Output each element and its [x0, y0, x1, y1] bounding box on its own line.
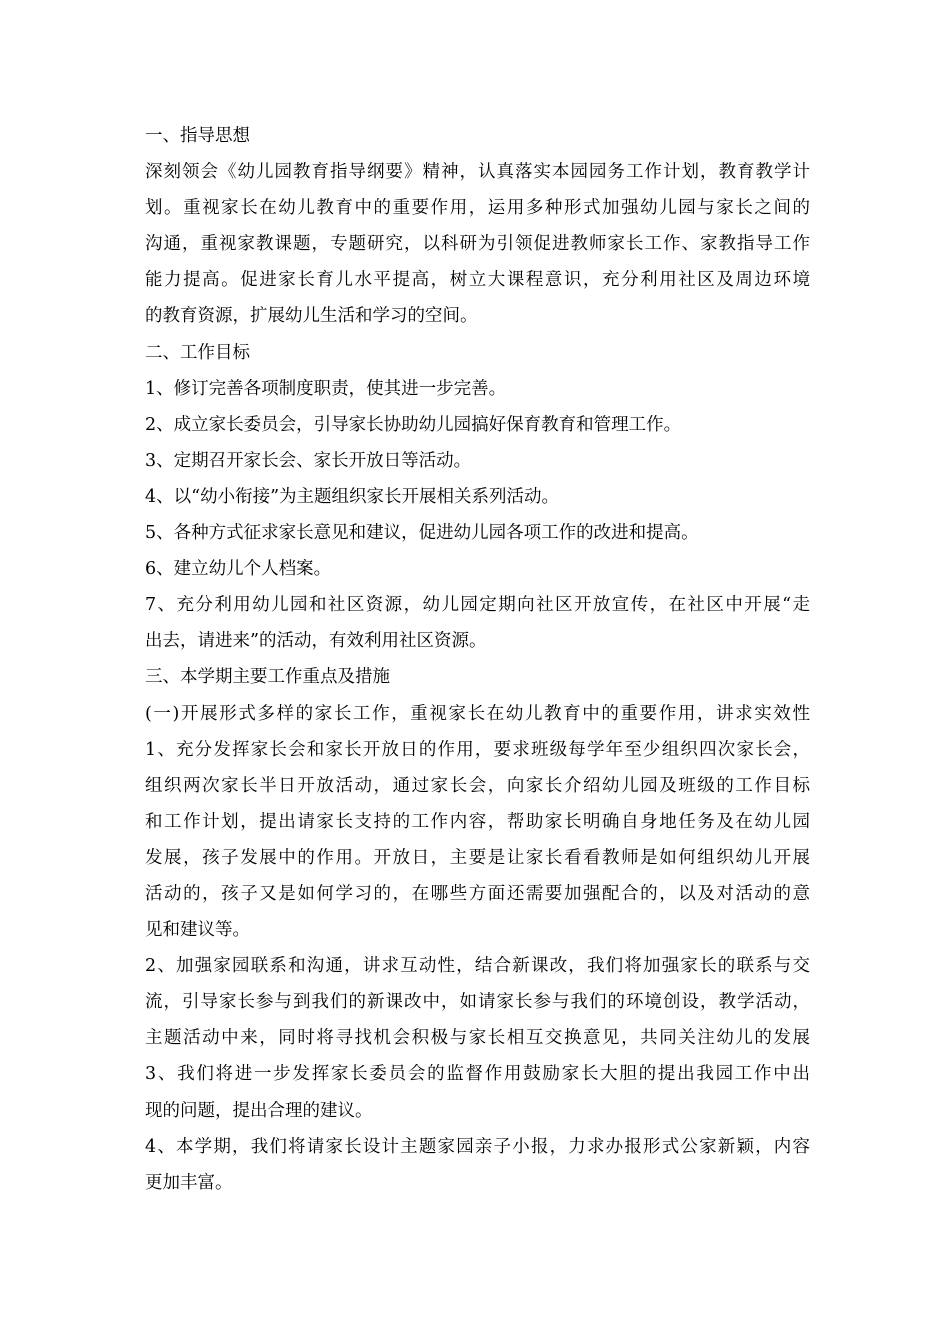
paragraph-line: 更加丰富。 [145, 1172, 233, 1193]
paragraph-line: 流，引导家长参与到我们的新课改中，如请家长参与我们的环境创设，教学活动， [145, 992, 810, 1013]
goal-item: 6、建立幼儿个人档案。 [145, 559, 332, 580]
goal-item: 2、成立家长委员会，引导家长协助幼儿园搞好保育教育和管理工作。 [145, 414, 682, 435]
goal-item: 5、各种方式征求家长意见和建议，促进幼儿园各项工作的改进和提高。 [145, 523, 699, 544]
goal-item-continued: 出去，请进来”的活动，有效利用社区资源。 [145, 631, 487, 652]
paragraph-line: 活动的，孩子又是如何学习的，在哪些方面还需要加强配合的，以及对活动的意 [145, 883, 810, 904]
goal-item: 1、修订完善各项制度职责，使其进一步完善。 [145, 378, 507, 399]
paragraph-line: 主题活动中来，同时将寻找机会积极与家长相互交换意见，共同关注幼儿的发展 [145, 1028, 810, 1049]
paragraph-line: 能力提高。促进家长育儿水平提高，树立大课程意识，充分利用社区及周边环境 [145, 270, 810, 291]
heading-guiding-ideology: 一、指导思想 [145, 126, 250, 146]
heading-work-goals: 二、工作目标 [145, 342, 250, 363]
paragraph-line: 现的问题，提出合理的建议。 [145, 1100, 373, 1121]
paragraph-line: 见和建议等。 [145, 920, 250, 941]
paragraph-line: 沟通，重视家教课题，专题研究，以科研为引领促进教师家长工作、家教指导工作 [145, 234, 810, 255]
paragraph-line: 1、充分发挥家长会和家长开放日的作用，要求班级每学年至少组织四次家长会， [145, 739, 810, 760]
paragraph-line: 组织两次家长半日开放活动，通过家长会，向家长介绍幼儿园及班级的工作目标 [145, 775, 810, 796]
paragraph-line: 3、我们将进一步发挥家长委员会的监督作用鼓励家长大胆的提出我园工作中出 [145, 1064, 810, 1085]
paragraph-line: 深刻领会《幼儿园教育指导纲要》精神，认真落实本园园务工作计划，教育教学计 [145, 162, 810, 183]
paragraph-line: 的教育资源，扩展幼儿生活和学习的空间。 [145, 306, 478, 327]
paragraph-line: 发展，孩子发展中的作用。开放日，主要是让家长看看教师是如何组织幼儿开展 [145, 847, 810, 868]
paragraph-line: 和工作计划，提出请家长支持的工作内容，帮助家长明确自身地任务及在幼儿园 [145, 811, 810, 832]
goal-item: 7、充分利用幼儿园和社区资源，幼儿园定期向社区开放宣传，在社区中开展“走 [145, 595, 810, 616]
heading-key-work: 三、本学期主要工作重点及措施 [145, 667, 390, 688]
subheading: (一)开展形式多样的家长工作，重视家长在幼儿教育中的重要作用，讲求实效性 [145, 703, 810, 724]
goal-item: 4、以“幼小衔接”为主题组织家长开展相关系列活动。 [145, 486, 560, 507]
goal-item: 3、定期召开家长会、家长开放日等活动。 [145, 450, 472, 471]
paragraph-line: 2、加强家园联系和沟通，讲求互动性，结合新课改，我们将加强家长的联系与交 [145, 956, 810, 977]
document-body [145, 118, 810, 1201]
paragraph-line: 划。重视家长在幼儿教育中的重要作用，运用多种形式加强幼儿园与家长之间的 [145, 198, 810, 219]
paragraph-line: 4、本学期，我们将请家长设计主题家园亲子小报，力求办报形式公家新颖，内容 [145, 1136, 810, 1157]
